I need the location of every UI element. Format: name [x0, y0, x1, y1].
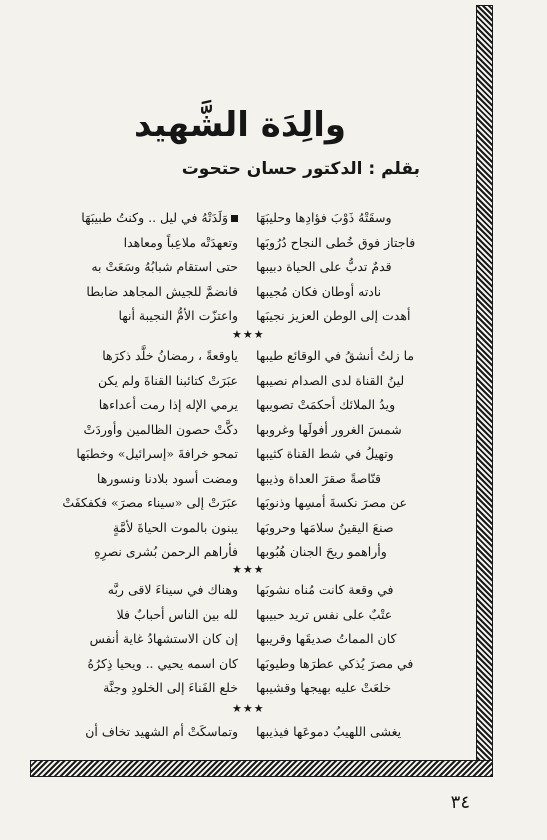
square-bullet-icon: [231, 215, 238, 222]
verse-second-hemistich: ما زلتُ أنشقُ في الوقائع طيبها: [256, 348, 415, 363]
hemistich-text: كان اسمه يحيي .. ويحيا ذِكرُهُ: [87, 655, 238, 671]
verse-second-hemistich: في وقعة كانت مُناه نشوبَها: [256, 582, 394, 597]
verse-line: [38, 676, 456, 701]
verse-line: [38, 206, 456, 231]
hemistich-text: ومضت أسود بلادنا ونسورها: [96, 470, 238, 486]
verse-second-hemistich: وتهيلُ في شط القناة كثيبها: [256, 446, 394, 461]
verse-second-hemistich: قدمٌ تدبُّ على الحياة دبيبها: [256, 259, 392, 274]
verse-line: [38, 280, 456, 305]
verse-first-hemistich: [38, 418, 238, 443]
verse-first-hemistich: [38, 280, 238, 305]
hemistich-text: عبَرَتْ كتائبنا القناةَ ولم يكن: [98, 372, 238, 388]
poem-section-3: [38, 578, 456, 701]
hemistich-text: خلع الفَناءَ إلى الخلودِ وجنَّة: [103, 680, 238, 695]
hemistich-text: واعتزّت الأمُّ النجيبة أنها: [118, 308, 238, 323]
verse-first-hemistich: [38, 206, 238, 231]
verse-first-hemistich: [38, 603, 238, 628]
hemistich-text: عبَرَتْ إلى «سيناء مصرَ» فكفكفَتْ: [62, 495, 238, 510]
verse-first-hemistich: [38, 344, 238, 369]
verse-first-hemistich: [38, 231, 238, 256]
verse-line: [38, 442, 456, 467]
verse-second-hemistich: ويدُ الملائك أحكمَتْ تصويبها: [256, 397, 396, 412]
hemistich-text: تمحو خرافةَ «إسرائيل» وخطبَها: [76, 446, 238, 461]
verse-line: [38, 540, 456, 565]
verse-line: [38, 393, 456, 418]
verse-first-hemistich: [38, 720, 238, 745]
hemistich-text: وهناك في سيناءَ لاقى ربَّه: [107, 582, 238, 597]
poem-title: والِدَة الشَّهيد: [133, 105, 347, 145]
verse-second-hemistich: عتْبٌ على نفس تريد حبيبها: [256, 606, 393, 622]
ornamental-border-right: [476, 5, 493, 777]
verse-second-hemistich: خلعَتْ عليه بهيجها وقشيبها: [256, 680, 392, 695]
verse-first-hemistich: [38, 491, 238, 516]
verse-line: [38, 255, 456, 280]
ornamental-border-bottom: [30, 760, 493, 777]
hemistich-text: يبنون بالموت الحياةَ لأمَّةٍ: [112, 519, 238, 535]
hemistich-text: حتى استقام شبابُهُ وسَعَتْ به: [91, 259, 238, 274]
page-number: ٣٤: [450, 792, 470, 813]
hemistich-text: لله بين الناس أحبابٌ فلا: [116, 606, 238, 622]
verse-first-hemistich: [38, 676, 238, 701]
hemistich-text: وتماسكَتْ أم الشهيد تخاف أن: [85, 724, 238, 739]
section-divider-stars: ★★★: [232, 702, 265, 715]
verse-line: [38, 578, 456, 603]
verse-first-hemistich: [38, 627, 238, 652]
verse-second-hemistich: في مصرَ يُذكي عطرَها وطيوبَها: [256, 655, 414, 671]
poem-section-4: [38, 720, 456, 745]
verse-first-hemistich: [38, 393, 238, 418]
verse-first-hemistich: [38, 540, 238, 565]
verse-second-hemistich: صنعَ اليقينُ سلامَها وحروبَها: [256, 519, 394, 535]
verse-second-hemistich: فاجتاز فوق خُطى النجاح دُرُوبَها: [256, 234, 416, 250]
verse-second-hemistich: شمسَ الغرور أفولَها وغروبها: [256, 421, 402, 437]
verse-second-hemistich: وأراهمو ريحَ الجنان هُبُوبها: [256, 544, 387, 559]
poem-section-1: [38, 206, 456, 329]
verse-second-hemistich: أهدت إلى الوطن العزيز نجيبَها: [256, 308, 411, 323]
hemistich-text: وَلَدَتْهُ في ليل .. وكنتُ طبيبَهَا: [81, 210, 228, 225]
verse-line: [38, 720, 456, 745]
verse-line: [38, 231, 456, 256]
verse-first-hemistich: [38, 369, 238, 394]
verse-first-hemistich: [38, 652, 238, 677]
verse-first-hemistich: [38, 516, 238, 541]
verse-line: [38, 344, 456, 369]
verse-line: [38, 369, 456, 394]
verse-second-hemistich: كان المماتُ صديقَها وقريبها: [256, 631, 397, 646]
hemistich-text: ياوقعةً ، رمضانُ خلَّد ذكرَها: [102, 348, 238, 363]
poem-section-2: [38, 344, 456, 565]
verse-second-hemistich: عن مصرَ نكسةَ أمسِها وذنوبَها: [256, 495, 408, 510]
verse-first-hemistich: [38, 255, 238, 280]
author-byline: بقلم : الدكتور حسان حتحوت: [181, 159, 420, 179]
verse-line: [38, 652, 456, 677]
verse-line: [38, 603, 456, 628]
verse-line: [38, 627, 456, 652]
verse-line: [38, 467, 456, 492]
verse-line: [38, 304, 456, 329]
hemistich-text: فأراهم الرحمن بُشرى نصرِهِ: [94, 544, 238, 559]
verse-second-hemistich: قنّاصةً صقرَ العداة وذيبها: [256, 470, 381, 486]
section-divider-stars: ★★★: [232, 328, 265, 341]
hemistich-text: إن كان الاستشهادُ غاية أنفس: [89, 631, 238, 646]
verse-second-hemistich: لينُ القناة لدى الصدام نصيبها: [256, 372, 405, 388]
section-divider-stars: ★★★: [232, 563, 265, 576]
verse-second-hemistich: نادته أوطان فكان مُجيبها: [256, 283, 382, 299]
verse-second-hemistich: وسقَتْهُ ذَوْبَ فؤادِها وحليبَهَا: [256, 210, 392, 225]
verse-first-hemistich: [38, 442, 238, 467]
verse-first-hemistich: [38, 578, 238, 603]
verse-line: [38, 418, 456, 443]
hemistich-text: وتعهدَتْه ملاعِباً ومعاهدا: [123, 234, 238, 250]
hemistich-text: يرمي الإله إذا رمت أعداءها: [98, 397, 238, 412]
verse-line: [38, 491, 456, 516]
verse-line: [38, 516, 456, 541]
hemistich-text: دكَّتْ حصون الظالمين وأوردَتْ: [83, 421, 238, 437]
verse-first-hemistich: [38, 467, 238, 492]
verse-first-hemistich: [38, 304, 238, 329]
hemistich-text: فانضمَّ للجيش المجاهد ضابطا: [86, 283, 238, 299]
verse-second-hemistich: يغشى اللهيبُ دموعَها فيذيبها: [256, 724, 402, 739]
